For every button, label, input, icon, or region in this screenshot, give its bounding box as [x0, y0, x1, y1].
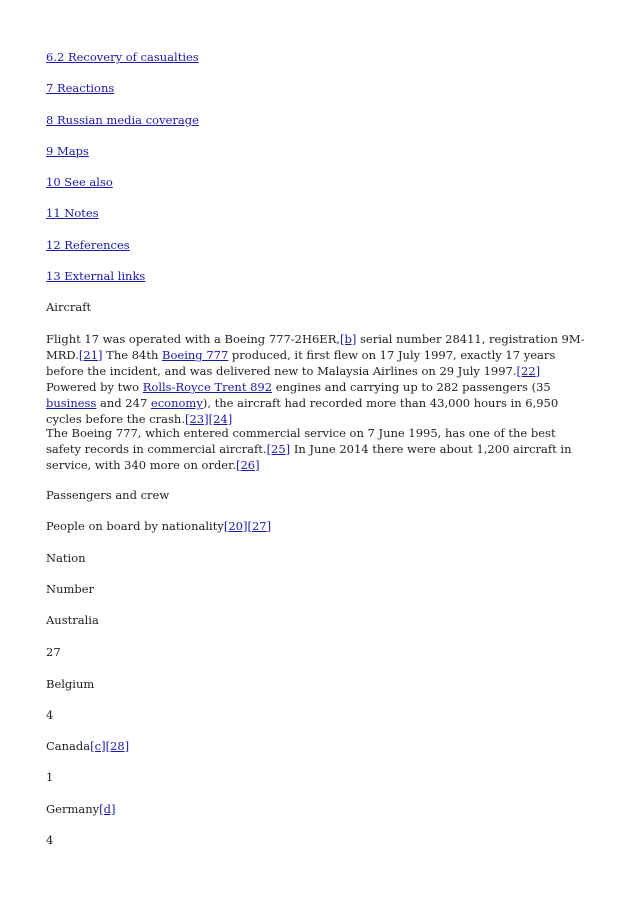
table-cell-number: 27: [46, 645, 61, 659]
text: produced, it first flew on 17 July 1997, exactly 17 years before the incident, and was delivered new to Malaysia Airlines on 29 July 1997.: [46, 348, 556, 378]
toc-link-external-links[interactable]: 13 External links: [46, 269, 146, 283]
table-cell-number: 4: [46, 833, 54, 847]
toc-link-maps[interactable]: 9 Maps: [46, 144, 89, 158]
boeing-777-link[interactable]: Boeing 777: [162, 348, 229, 362]
ref-link[interactable]: [d]: [99, 802, 116, 816]
text: serial number 28411, registration 9M-MRD.: [46, 332, 585, 362]
toc-item: [46, 174, 594, 190]
table-cell-nation: [46, 738, 594, 754]
toc-link-reactions[interactable]: 7 Reactions: [46, 81, 115, 95]
aircraft-paragraph-2: [46, 425, 594, 473]
toc-link-see-also[interactable]: 10 See also: [46, 175, 113, 189]
toc-item: [46, 237, 594, 253]
table-header-nation: Nation: [46, 551, 86, 565]
toc-item: [46, 205, 594, 221]
table-header-number: Number: [46, 582, 95, 596]
ref-link[interactable]: [28]: [105, 739, 130, 753]
economy-class-link[interactable]: economy: [150, 396, 203, 410]
ref-link[interactable]: [21]: [78, 348, 103, 362]
text: The 84th: [102, 348, 163, 362]
toc-item: [46, 80, 594, 96]
text: Flight 17 was operated with a Boeing 777-2H6ER,: [46, 332, 341, 346]
table-caption: [46, 518, 594, 534]
text: ), the aircraft had recorded more than 43,000 hours in 6,950 cycles before the crash.: [46, 396, 559, 426]
text: The Boeing 777, which entered commercial service on 7 June 1995, has one of the best safety records in commercial aircraft.: [46, 426, 556, 456]
table-cell-number: 1: [46, 770, 54, 784]
table-cell-number: 4: [46, 708, 54, 722]
nation-text: Germany: [46, 802, 100, 816]
table-cell-nation: Australia: [46, 613, 99, 627]
toc-item: [46, 268, 594, 284]
table-cell-nation: Belgium: [46, 677, 95, 691]
ref-link[interactable]: [c]: [90, 739, 106, 753]
ref-link[interactable]: [22]: [516, 364, 541, 378]
text: In June 2014 there were about 1,200 aircraft in service, with 340 more on order.: [46, 442, 572, 472]
ref-link[interactable]: [20]: [223, 519, 248, 533]
ref-link[interactable]: [23]: [184, 412, 209, 426]
text: engines and carrying up to 282 passengers (35: [272, 380, 551, 394]
text: and 247: [96, 396, 151, 410]
text: Powered by two: [46, 380, 143, 394]
business-class-link[interactable]: business: [46, 396, 97, 410]
toc-item: [46, 143, 594, 159]
table-cell-nation: [46, 801, 594, 817]
toc-link-notes[interactable]: 11 Notes: [46, 206, 99, 220]
toc-link-references[interactable]: 12 References: [46, 238, 130, 252]
section-heading-passengers: Passengers and crew: [46, 488, 170, 502]
toc-link-russian-media-coverage[interactable]: 8 Russian media coverage: [46, 113, 199, 127]
ref-link[interactable]: [24]: [208, 412, 233, 426]
toc-link-recovery-of-casualties[interactable]: 6.2 Recovery of casualties: [46, 50, 199, 64]
ref-link[interactable]: [b]: [340, 332, 357, 346]
ref-link[interactable]: [26]: [236, 458, 260, 472]
rolls-royce-trent-link[interactable]: Rolls-Royce Trent 892: [142, 380, 273, 394]
nation-text: Canada: [46, 739, 91, 753]
caption-text: People on board by nationality: [46, 519, 224, 533]
section-heading-aircraft: Aircraft: [46, 300, 92, 314]
toc-item: [46, 112, 594, 128]
toc-item: [46, 49, 594, 65]
ref-link[interactable]: [27]: [247, 519, 272, 533]
ref-link[interactable]: [25]: [266, 442, 291, 456]
aircraft-paragraph-1: [46, 331, 594, 427]
